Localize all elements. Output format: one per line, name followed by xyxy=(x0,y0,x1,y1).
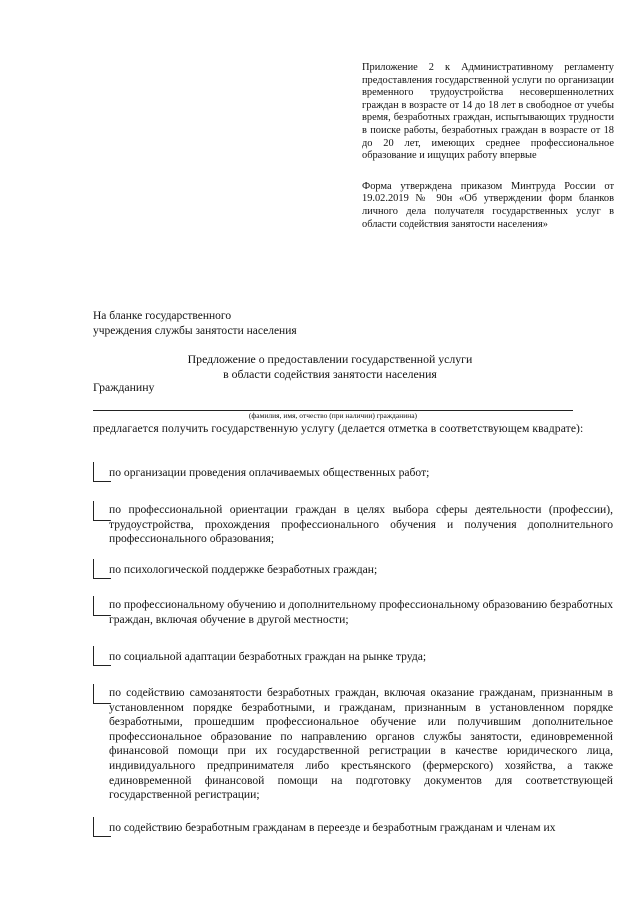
letterhead-line-1: На бланке государственного xyxy=(93,310,232,322)
form-approval-note: Форма утверждена приказом Минтруда России от 19.02.2019 № 90н «Об утверждении форм бланков личного дела получателя государственных услуг в области содействия занятости населения» xyxy=(362,180,614,230)
option-label: по профессиональной ориентации граждан в целях выбора сферы деятельности (профессии), трудоустройства, прохождения профессионального обучения и получения дополнительного профессионального образования; xyxy=(109,503,613,546)
title-line-2: в области содействия занятости населения xyxy=(223,367,437,381)
option-checkbox[interactable] xyxy=(93,596,111,616)
service-option-public-works xyxy=(93,466,613,481)
letterhead-line-2: учреждения службы занятости населения xyxy=(93,325,297,337)
service-option-career-guidance xyxy=(93,503,613,547)
service-option-vocational-training xyxy=(93,598,613,627)
option-checkbox[interactable] xyxy=(93,559,111,579)
addressee-label: Гражданину xyxy=(93,380,155,394)
service-option-psychological-support xyxy=(93,563,613,578)
service-option-social-adaptation xyxy=(93,650,613,665)
service-option-relocation xyxy=(93,821,613,836)
option-label: по социальной адаптации безработных граждан на рынке труда; xyxy=(109,650,427,663)
option-label: по психологической поддержке безработных граждан; xyxy=(109,563,378,576)
citizen-name-caption: (фамилия, имя, отчество (при наличии) гражданина) xyxy=(248,411,418,420)
option-checkbox[interactable] xyxy=(93,501,111,521)
option-checkbox[interactable] xyxy=(93,684,111,704)
option-label: по профессиональному обучению и дополнительному профессиональному образованию безработных граждан, включая обучение в другой местности; xyxy=(109,598,613,626)
annex-text: Приложение 2 к Административному регламенту предоставления государственной услуги по организации временного трудоустройства несовершеннолетних граждан в возрасте от 14 до 18 лет в свободное от учебы время, безработных граждан, испытывающих трудности в поиске работы, безработных граждан в возрасте от 18 до 20 лет, имеющих среднее профессиональное образование и ищущих работу впервые xyxy=(362,62,614,162)
option-label: по содействию самозанятости безработных граждан, включая оказание гражданам, признанным в установленном порядке безработными, и гражданам, признанным в установленном порядке безработными, прошедшим профессиональное обучение или получившим дополнительное профессиональное образование по направлению органов службы занятости, единовременной финансовой помощи при их государственной регистрации в качестве юридического лица, индивидуального предпринимателя либо крестьянского (фермерского) хозяйства, а также единовременной финансовой помощи на подготовку документов для соответствующей государственной регистрации; xyxy=(109,686,613,802)
option-checkbox[interactable] xyxy=(93,817,111,837)
document-title xyxy=(150,352,510,382)
service-option-self-employment xyxy=(93,686,613,803)
letterhead-note xyxy=(93,309,393,339)
option-label: по организации проведения оплачиваемых общественных работ; xyxy=(109,466,430,479)
annex-block xyxy=(362,62,614,231)
intro-text: предлагается получить государственную услугу (делается отметка в соответствующем квадрате): xyxy=(93,422,584,435)
option-label: по содействию безработным гражданам в переезде и безработным гражданам и членам их xyxy=(109,821,556,834)
option-checkbox[interactable] xyxy=(93,646,111,666)
title-line-1: Предложение о предоставлении государственной услуги xyxy=(187,352,473,366)
option-checkbox[interactable] xyxy=(93,462,111,482)
